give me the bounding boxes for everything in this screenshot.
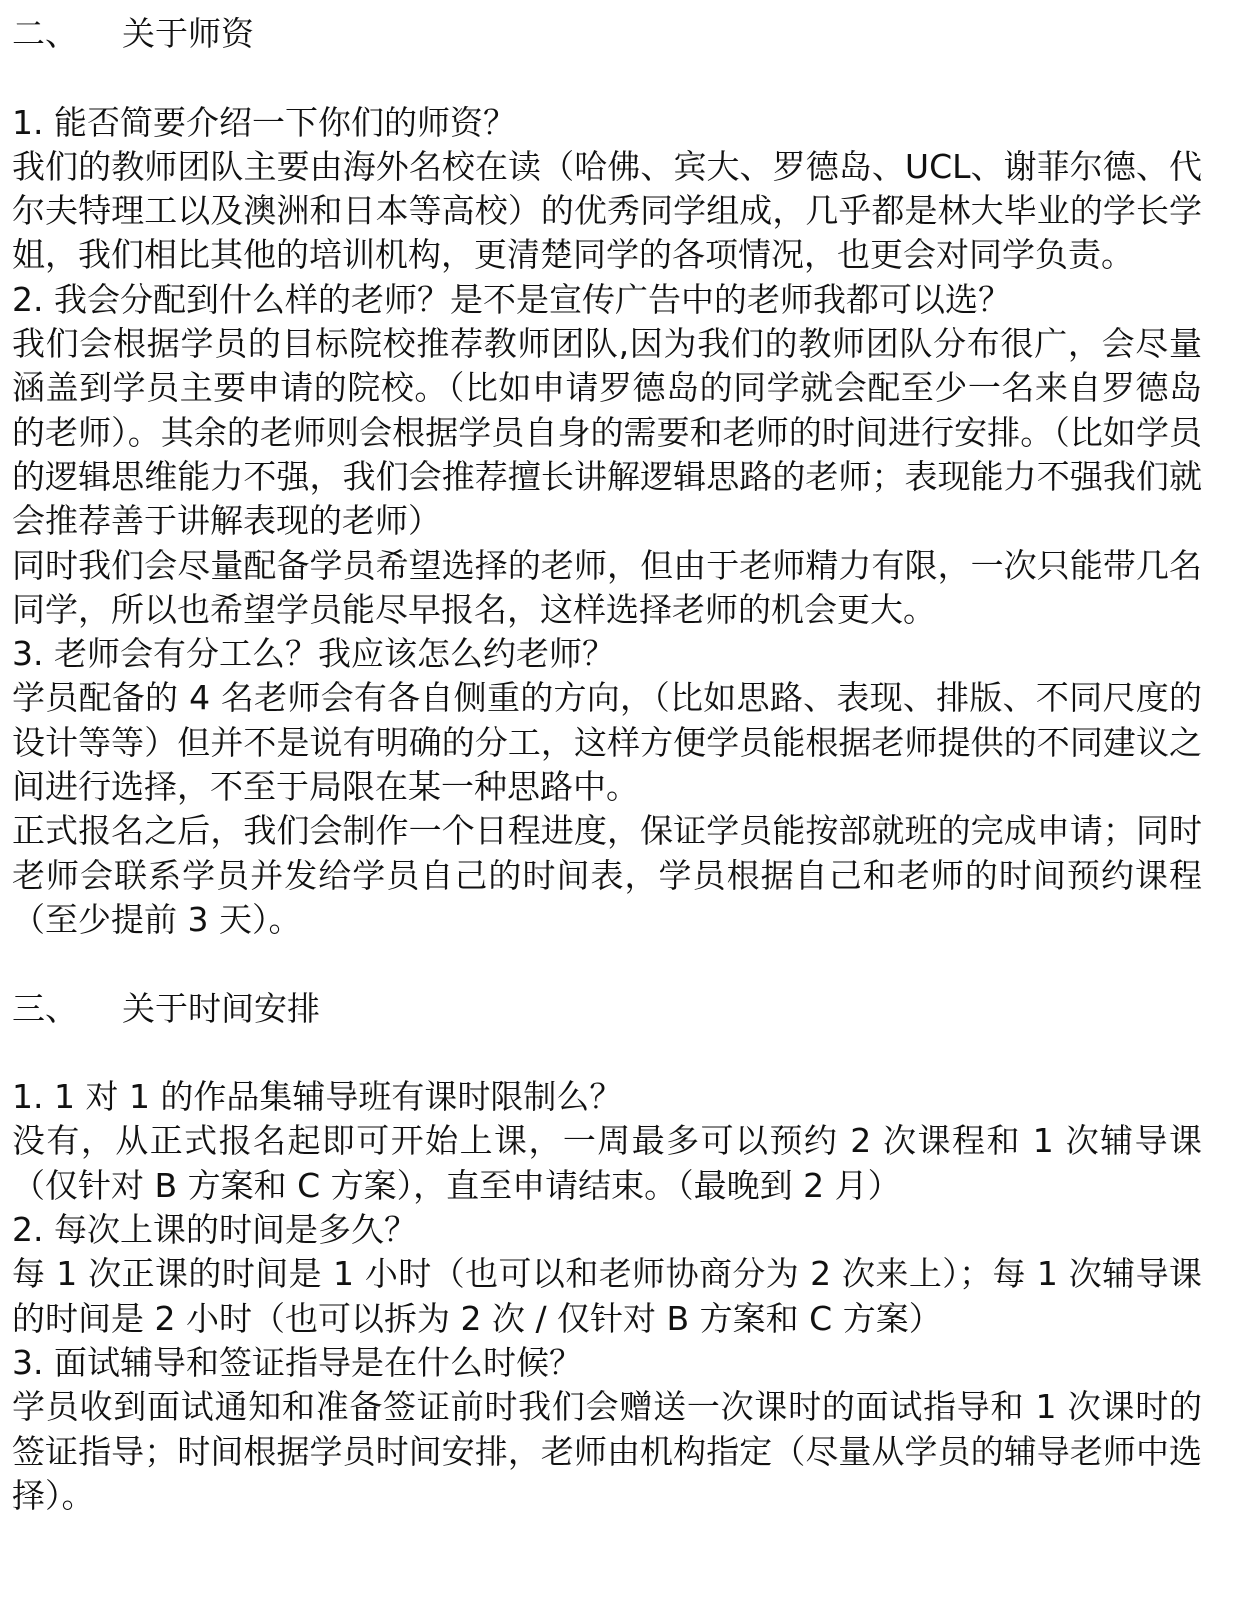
blank-line [12, 1031, 1202, 1075]
answer-paragraph: 每 1 次正课的时间是 1 小时（也可以和老师协商分为 2 次来上）；每 1 次辅导课的时间是 2 小时（也可以拆为 2 次 / 仅针对 B 方案和 C 方案） [12, 1254, 1202, 1338]
answer-paragraph: 同时我们会尽量配备学员希望选择的老师，但由于老师精力有限，一次只能带几名同学，所以也希望学员能尽早报名，这样选择老师的机会更大。 [12, 545, 1202, 629]
blank-line [12, 56, 1202, 100]
answer-paragraph: 正式报名之后，我们会制作一个日程进度，保证学员能按部就班的完成申请；同时老师会联系学员并发给学员自己的时间表，学员根据自己和老师的时间预约课程（至少提前 3 天）。 [12, 811, 1202, 939]
question: 1. 能否简要介绍一下你们的师资？ [12, 102, 516, 142]
question: 3. 老师会有分工么？我应该怎么约老师？ [12, 634, 615, 674]
section-number: 三、 [12, 988, 78, 1028]
answer-paragraph: 我们的教师团队主要由海外名校在读（哈佛、宾大、罗德岛、UCL、谢菲尔德、代尔夫特理工以及澳洲和日本等高校）的优秀同学组成，几乎都是林大毕业的学长学姐，我们相比其他的培训机构，更清楚同学的各项情况，也更会对同学负责。 [12, 146, 1202, 275]
question: 2. 我会分配到什么样的老师？是不是宣传广告中的老师我都可以选？ [12, 279, 1011, 319]
answer-paragraph: 没有，从正式报名起即可开始上课，一周最多可以预约 2 次课程和 1 次辅导课（仅针对 B 方案和 C 方案），直至申请结束。（最晚到 2 月） [12, 1121, 1202, 1205]
blank-line [12, 942, 1202, 986]
document-page [12, 12, 1202, 1518]
answer-paragraph: 学员配备的 4 名老师会有各自侧重的方向，（比如思路、表现、排版、不同尺度的设计等等）但并不是说有明确的分工，这样方便学员能根据老师提供的不同建议之间进行选择，不至于局限在某一种思路中。 [12, 678, 1202, 807]
section-title: 关于时间安排 [122, 988, 320, 1028]
question: 1. 1 对 1 的作品集辅导班有课时限制么？ [12, 1077, 623, 1117]
question: 2. 每次上课的时间是多久？ [12, 1210, 417, 1250]
question: 3. 面试辅导和签证指导是在什么时候？ [12, 1342, 582, 1382]
section-number: 二、 [12, 14, 78, 53]
section-heading-teachers [12, 12, 1202, 56]
answer-paragraph: 我们会根据学员的目标院校推荐教师团队,因为我们的教师团队分布很广，会尽量涵盖到学员主要申请的院校。（比如申请罗德岛的同学就会配至少一名来自罗德岛的老师）。其余的老师则会根据学员自身的需要和老师的时间进行安排。（比如学员的逻辑思维能力不强，我们会推荐擅长讲解逻辑思路的老师；表现能力不强我们就会推荐善于讲解表现的老师） [12, 324, 1202, 541]
section-heading-schedule [12, 987, 1202, 1031]
answer-paragraph: 学员收到面试通知和准备签证前时我们会赠送一次课时的面试指导和 1 次课时的签证指导；时间根据学员时间安排，老师由机构指定（尽量从学员的辅导老师中选择）。 [12, 1387, 1202, 1515]
section-title: 关于师资 [122, 14, 254, 53]
